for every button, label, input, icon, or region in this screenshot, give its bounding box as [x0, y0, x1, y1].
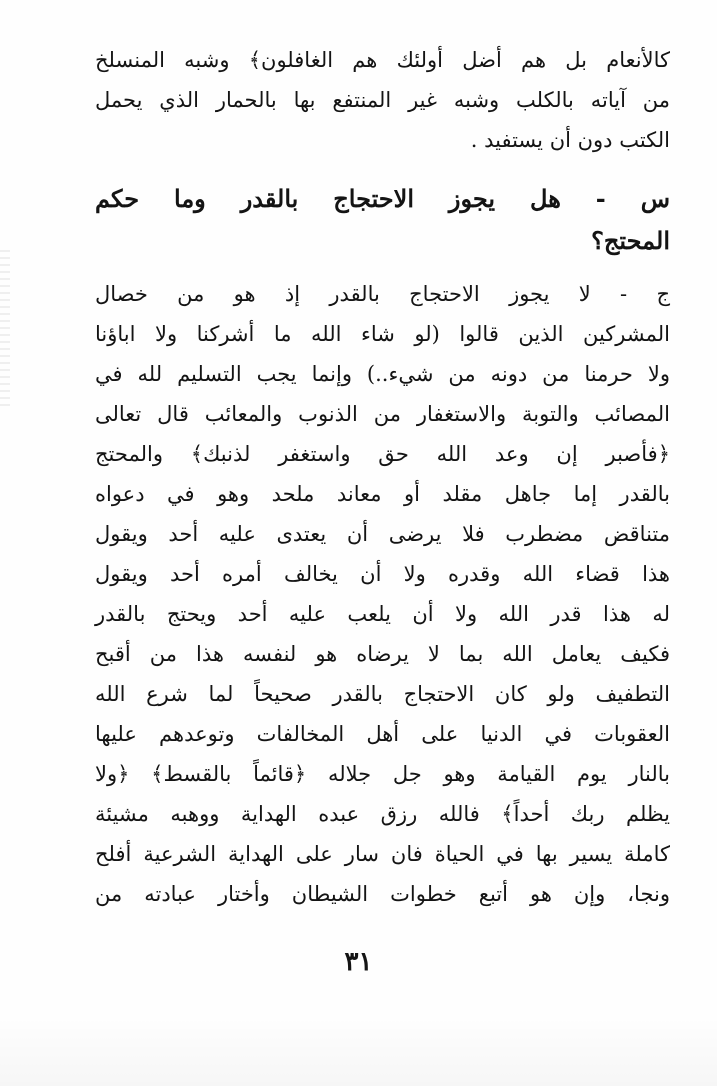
- question-line: المحتج؟: [591, 226, 670, 255]
- answer-line: ﴿فأصبر إن وعد الله حق واستغفر لذنبك﴾ والمحتج: [95, 442, 670, 466]
- answer-line: يظلم ربك أحداً﴾ فالله رزق عبده الهداية ووهبه مشيئة: [95, 802, 670, 826]
- question-heading: [95, 178, 670, 262]
- answer-line: هذا قضاء الله وقدره ولا أن يخالف أمره أحد ويقول: [95, 562, 670, 586]
- intro-line: من آياته بالكلب وشبه غير المنتفع بها بالحمار الذي يحمل: [95, 88, 670, 112]
- intro-line: الكتب دون أن يستفيد .: [470, 128, 670, 152]
- answer-line: بالقدر إما جاهل مقلد أو معاند ملحد وهو في دعواه: [95, 482, 670, 506]
- answer-line: فكيف يعامل الله بما لا يرضاه هو لنفسه هذا من أقبح: [95, 642, 670, 666]
- answer-line: ج - لا يجوز الاحتجاج بالقدر إذ هو من خصال: [95, 282, 670, 306]
- answer-line: العقوبات في الدنيا على أهل المخالفات وتوعدهم عليها: [95, 722, 670, 746]
- question-line: س - هل يجوز الاحتجاج بالقدر وما حكم: [95, 184, 670, 213]
- answer-line: له هذا قدر الله ولا أن يلعب عليه أحد ويحتج بالقدر: [95, 602, 670, 626]
- intro-paragraph: [95, 40, 670, 160]
- answer-line: التطفيف ولو كان الاحتجاج بالقدر صحيحاً لما شرع الله: [95, 682, 670, 706]
- answer-line: كاملة يسير بها في الحياة فان سار على الهداية الشرعية أفلح: [95, 842, 670, 866]
- answer-line: متناقض مضطرب فلا يرضى أن يعتدى عليه أحد ويقول: [95, 522, 670, 546]
- book-page: [95, 40, 670, 914]
- answer-paragraph: [95, 274, 670, 914]
- answer-line: ونجا، وإن هو أتبع خطوات الشيطان وأختار عبادته من: [95, 882, 670, 906]
- page-edge-speckle: [0, 250, 10, 410]
- answer-line: ولا حرمنا من دونه من شيء..) وإنما يجب التسليم لله في: [95, 362, 670, 386]
- page-number: ٣١: [344, 947, 373, 977]
- page-bottom-shading: [0, 1016, 717, 1086]
- answer-line: المصائب والتوبة والاستغفار من الذنوب والمعائب قال تعالى: [95, 402, 670, 426]
- answer-line: بالنار يوم القيامة وهو جل جلاله ﴿قائماً بالقسط﴾ ﴿ولا: [95, 762, 670, 786]
- section-gap: [95, 160, 670, 178]
- answer-line: المشركين الذين قالوا (لو شاء الله ما أشركنا ولا اباؤنا: [95, 322, 670, 346]
- intro-line: كالأنعام بل هم أضل أولئك هم الغافلون﴾ وشبه المنسلخ: [95, 48, 670, 72]
